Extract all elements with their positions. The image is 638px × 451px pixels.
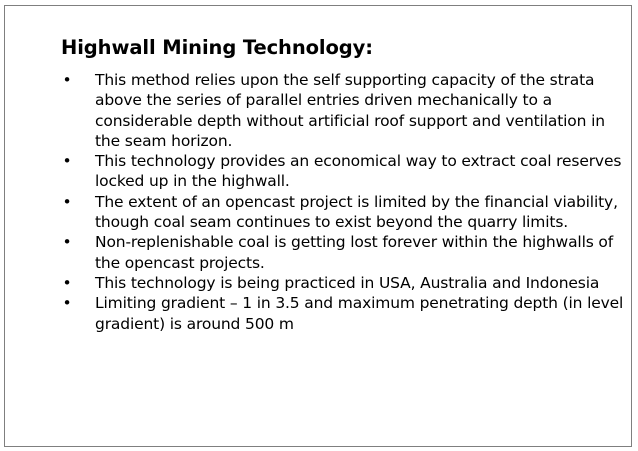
bullet-item: [57, 70, 617, 151]
bullet-marker: •: [62, 294, 72, 313]
bullet-text-line: the opencast projects.: [95, 253, 265, 272]
bullet-marker: •: [62, 152, 72, 171]
bullet-text-line: Limiting gradient – 1 in 3.5 and maximum penetrating depth (in level: [95, 294, 624, 313]
slide: [4, 5, 632, 447]
bullet-item: [57, 293, 624, 334]
bullet-text-line: This method relies upon the self supporting capacity of the strata: [95, 71, 595, 89]
bullet-marker: •: [62, 273, 72, 292]
bullet-marker: •: [62, 233, 72, 252]
bullet-text-line: above the series of parallel entries driven mechanically to a: [95, 91, 552, 110]
bullet-text-line: though coal seam continues to exist beyond the quarry limits.: [95, 213, 569, 232]
bullet-item: [57, 273, 617, 293]
bullet-text-line: the seam horizon.: [95, 131, 233, 150]
bullet-text-line: The extent of an opencast project is limited by the financial viability,: [95, 192, 618, 211]
bullet-text-line: Non-replenishable coal is getting lost forever within the highwalls of: [95, 233, 614, 252]
bullet-marker: •: [62, 71, 72, 89]
bullet-item: [57, 192, 617, 233]
bullet-text-line: This technology is being practiced in USA, Australia and Indonesia: [95, 273, 600, 292]
slide-title: Highwall Mining Technology:: [61, 36, 373, 59]
bullet-text-line: considerable depth without artificial roof support and ventilation in: [95, 111, 605, 130]
bullet-item: [57, 151, 622, 192]
bullet-list: [57, 70, 624, 334]
bullet-text-line: locked up in the highwall.: [95, 172, 290, 191]
bullet-marker: •: [62, 192, 72, 211]
bullet-text-line: gradient) is around 500 m: [95, 314, 294, 333]
bullet-item: [57, 232, 617, 273]
bullet-text-line: This technology provides an economical way to extract coal reserves: [95, 152, 622, 171]
